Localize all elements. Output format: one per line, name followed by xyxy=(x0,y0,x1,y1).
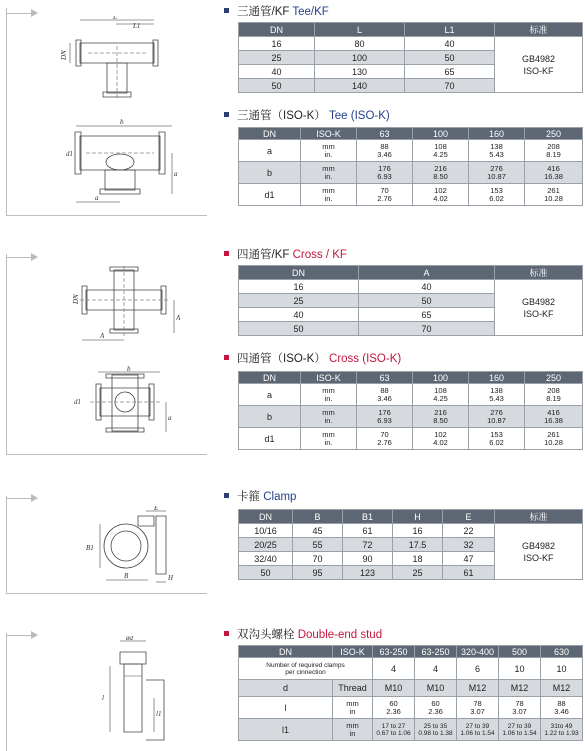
col-header: 63 xyxy=(357,372,413,384)
value-cell: 27 to 39 1.06 to 1.54 xyxy=(499,719,541,741)
tee-panel-pointer-icon xyxy=(31,9,38,17)
table-cell: 50 xyxy=(239,79,315,93)
unit-cell: mm in xyxy=(333,697,373,719)
col-header: 标准 xyxy=(495,23,583,37)
col-header: 63-250 xyxy=(373,646,415,658)
bullet-icon xyxy=(224,8,229,13)
standard-line: GB4982 xyxy=(521,540,556,551)
value-cell: 416 16.38 xyxy=(525,406,583,428)
col-header: 500 xyxy=(499,646,541,658)
table-cell: 32 xyxy=(443,538,495,552)
cross-kf-title: 四通管/KF Cross / KF xyxy=(224,248,347,262)
table-cell: M12 xyxy=(457,680,499,697)
row-label: l xyxy=(239,697,333,719)
tee-isok-title: 三通管（ISO-K） Tee (ISO-K) xyxy=(224,109,390,123)
col-header: L xyxy=(315,23,405,37)
unit-cell: mm in xyxy=(333,719,373,741)
value-cell: 88 3.46 xyxy=(357,140,413,162)
standard-line: ISO-KF xyxy=(523,65,554,76)
row-label: l1 xyxy=(239,719,333,741)
col-header: ISO-K xyxy=(301,372,357,384)
unit-cell: mm in. xyxy=(301,384,357,406)
col-header: 160 xyxy=(469,128,525,140)
table-cell: 123 xyxy=(343,566,393,580)
table-cell: 10/16 xyxy=(239,524,293,538)
standard-line: GB4982 xyxy=(521,53,556,64)
bullet-icon xyxy=(224,493,229,498)
unit-cell: mm in. xyxy=(301,428,357,450)
col-header: DN xyxy=(239,646,333,658)
unit-cell: mm in. xyxy=(301,140,357,162)
standard-line: GB4982 xyxy=(521,296,556,307)
col-header: B1 xyxy=(343,510,393,524)
value-cell: 276 10.87 xyxy=(469,406,525,428)
value-cell: 88 3.46 xyxy=(357,384,413,406)
row-label: a xyxy=(239,140,301,162)
table-cell: 50 xyxy=(239,566,293,580)
bullet-icon xyxy=(224,631,229,636)
col-header: L1 xyxy=(405,23,495,37)
value-cell: 176 6.93 xyxy=(357,162,413,184)
cross-kf-drawing xyxy=(72,264,182,344)
standard-cell xyxy=(495,280,583,336)
row-label: d1 xyxy=(239,184,301,206)
value-cell: 153 6.02 xyxy=(469,428,525,450)
value-cell: 416 16.38 xyxy=(525,162,583,184)
stud-drawing xyxy=(96,636,186,746)
row-label: d xyxy=(239,680,333,697)
table-cell: 22 xyxy=(443,524,495,538)
row-label: b xyxy=(239,162,301,184)
tee-kf-label-l: L xyxy=(113,16,117,21)
table-cell: 50 xyxy=(239,322,359,336)
value-cell: 153 6.02 xyxy=(469,184,525,206)
col-header: DN xyxy=(239,266,359,280)
value-cell: 25 to 35 0.98 to 1.38 xyxy=(415,719,457,741)
table-cell: 40 xyxy=(239,65,315,79)
table-cell: 80 xyxy=(315,37,405,51)
row-label: b xyxy=(239,406,301,428)
value-cell: 208 8.19 xyxy=(525,140,583,162)
table-cell: 40 xyxy=(405,37,495,51)
table-cell: 25 xyxy=(239,51,315,65)
tee-isok-table xyxy=(238,127,583,206)
table-cell: 95 xyxy=(293,566,343,580)
table-cell: 130 xyxy=(315,65,405,79)
table-cell: 10 xyxy=(541,658,583,680)
tee-isok-drawing xyxy=(62,118,182,206)
table-cell: 17.5 xyxy=(393,538,443,552)
table-cell: 20/25 xyxy=(239,538,293,552)
cross-kf-label-dn: DN xyxy=(72,294,80,304)
value-cell: 138 5.43 xyxy=(469,140,525,162)
col-header: 160 xyxy=(469,372,525,384)
col-header: E xyxy=(443,510,495,524)
col-header: 100 xyxy=(413,372,469,384)
value-cell: 261 10.28 xyxy=(525,184,583,206)
value-cell: 216 8.50 xyxy=(413,162,469,184)
value-cell: 261 10.28 xyxy=(525,428,583,450)
stud-label-l: l xyxy=(102,694,104,702)
cross-isok-drawing xyxy=(68,366,180,440)
cross-kf-label-a-side: A xyxy=(176,314,181,322)
value-cell: 276 10.87 xyxy=(469,162,525,184)
table-cell: 25 xyxy=(393,566,443,580)
table-cell: 50 xyxy=(359,294,495,308)
table-cell: 61 xyxy=(443,566,495,580)
cross-isok-title: 四通管（ISO-K） Cross (ISO-K) xyxy=(224,352,401,366)
table-cell: 70 xyxy=(359,322,495,336)
tee-isok-label-b: b xyxy=(120,118,124,126)
col-header: 100 xyxy=(413,128,469,140)
col-header: 标准 xyxy=(495,266,583,280)
col-header: DN xyxy=(239,128,301,140)
tee-kf-table xyxy=(238,22,583,93)
col-header: ISO-K xyxy=(301,128,357,140)
value-cell: 17 to 27 0.67 to 1.06 xyxy=(373,719,415,741)
table-cell: M12 xyxy=(541,680,583,697)
tee-isok-label-d1: d1 xyxy=(66,150,73,158)
table-cell: 61 xyxy=(343,524,393,538)
row-label: a xyxy=(239,384,301,406)
clamp-panel-pointer-line xyxy=(6,498,31,499)
value-cell: 70 2.76 xyxy=(357,428,413,450)
cross-kf-label-a-bottom: A xyxy=(100,332,105,340)
clamp-label-b: B xyxy=(124,572,129,580)
table-cell: 65 xyxy=(359,308,495,322)
col-header: 63 xyxy=(357,128,413,140)
col-header: DN xyxy=(239,372,301,384)
value-cell: 102 4.02 xyxy=(413,184,469,206)
value-cell: 208 8.19 xyxy=(525,384,583,406)
col-header: 标准 xyxy=(495,510,583,524)
col-header: 250 xyxy=(525,128,583,140)
stud-title: 双沟头螺栓 Double-end stud xyxy=(224,628,382,642)
clamp-drawing xyxy=(82,506,182,586)
value-cell: 102 4.02 xyxy=(413,428,469,450)
value-cell: 70 2.76 xyxy=(357,184,413,206)
cross-isok-label-b: b xyxy=(127,366,131,373)
table-cell: M10 xyxy=(373,680,415,697)
table-cell: 72 xyxy=(343,538,393,552)
cross-isok-label-d1: d1 xyxy=(74,398,81,406)
clamp-title: 卡箍 Clamp xyxy=(224,490,296,504)
table-cell: 100 xyxy=(315,51,405,65)
table-cell: 90 xyxy=(343,552,393,566)
unit-cell: mm in. xyxy=(301,162,357,184)
table-cell: 16 xyxy=(239,37,315,51)
value-cell: 60 2.36 xyxy=(373,697,415,719)
value-cell: 108 4.25 xyxy=(413,384,469,406)
value-cell: 176 6.93 xyxy=(357,406,413,428)
table-cell: 65 xyxy=(405,65,495,79)
tee-kf-label-dn: DN xyxy=(60,50,68,60)
table-cell: 47 xyxy=(443,552,495,566)
tee-isok-label-a-bottom: a xyxy=(95,194,99,202)
stud-label-d: ød xyxy=(126,636,133,642)
value-cell: 31to 49 1.22 to 1.93 xyxy=(541,719,583,741)
clamps-label-cell: Number of required clamps per cinnection xyxy=(239,658,373,680)
cross-panel-pointer-line xyxy=(6,257,31,258)
clamp-label-b1: B1 xyxy=(86,544,94,552)
tee-panel-pointer-line xyxy=(6,13,31,14)
col-header: DN xyxy=(239,23,315,37)
standard-line: ISO-KF xyxy=(523,308,554,319)
col-header: ISO-K xyxy=(333,646,373,658)
value-cell: 108 4.25 xyxy=(413,140,469,162)
bullet-icon xyxy=(224,251,229,256)
table-cell: 45 xyxy=(293,524,343,538)
cross-kf-table xyxy=(238,265,583,336)
value-cell: 216 8.50 xyxy=(413,406,469,428)
table-cell: 50 xyxy=(405,51,495,65)
cross-isok-table xyxy=(238,371,583,450)
table-cell: 70 xyxy=(405,79,495,93)
col-header: 63-250 xyxy=(415,646,457,658)
standard-cell xyxy=(495,524,583,580)
row-label: d1 xyxy=(239,428,301,450)
col-header: 320-400 xyxy=(457,646,499,658)
value-cell: 27 to 39 1.06 to 1.54 xyxy=(457,719,499,741)
standard-cell xyxy=(495,37,583,93)
col-header: A xyxy=(359,266,495,280)
table-cell: 6 xyxy=(457,658,499,680)
table-cell: 140 xyxy=(315,79,405,93)
table-cell: 10 xyxy=(499,658,541,680)
tee-kf-drawing xyxy=(58,16,176,106)
stud-panel-pointer-line xyxy=(6,635,31,636)
bullet-icon xyxy=(224,112,229,117)
table-cell: 40 xyxy=(359,280,495,294)
bullet-icon xyxy=(224,355,229,360)
unit-cell: mm in. xyxy=(301,406,357,428)
table-cell: 40 xyxy=(239,308,359,322)
col-header: DN xyxy=(239,510,293,524)
col-header: 250 xyxy=(525,372,583,384)
value-cell: 60 2.36 xyxy=(415,697,457,719)
thread-cell: Thread xyxy=(333,680,373,697)
table-cell: 4 xyxy=(373,658,415,680)
clamp-table xyxy=(238,509,583,580)
table-cell: 16 xyxy=(393,524,443,538)
table-cell: 55 xyxy=(293,538,343,552)
tee-kf-title: 三通管/KF Tee/KF xyxy=(224,5,329,19)
table-cell: 16 xyxy=(239,280,359,294)
value-cell: 78 3.07 xyxy=(457,697,499,719)
clamp-panel-pointer-icon xyxy=(31,494,38,502)
cross-panel-pointer-icon xyxy=(31,253,38,261)
col-header: 630 xyxy=(541,646,583,658)
table-cell: 4 xyxy=(415,658,457,680)
stud-panel-pointer-icon xyxy=(31,631,38,639)
col-header: B xyxy=(293,510,343,524)
unit-cell: mm in. xyxy=(301,184,357,206)
col-header: H xyxy=(393,510,443,524)
table-cell: M10 xyxy=(415,680,457,697)
value-cell: 78 3.07 xyxy=(499,697,541,719)
table-cell: 25 xyxy=(239,294,359,308)
table-cell: 70 xyxy=(293,552,343,566)
stud-table xyxy=(238,645,583,741)
stud-label-l1: l1 xyxy=(156,710,162,718)
value-cell: 88 3.46 xyxy=(541,697,583,719)
table-cell: 18 xyxy=(393,552,443,566)
clamp-label-h: H xyxy=(168,574,174,582)
table-cell: 32/40 xyxy=(239,552,293,566)
cross-isok-label-a: a xyxy=(168,414,172,422)
tee-kf-label-l1: L1 xyxy=(133,22,141,30)
table-cell: M12 xyxy=(499,680,541,697)
value-cell: 138 5.43 xyxy=(469,384,525,406)
standard-line: ISO-KF xyxy=(523,552,554,563)
clamp-label-e: E xyxy=(154,506,159,512)
tee-isok-label-a-side: a xyxy=(174,170,178,178)
